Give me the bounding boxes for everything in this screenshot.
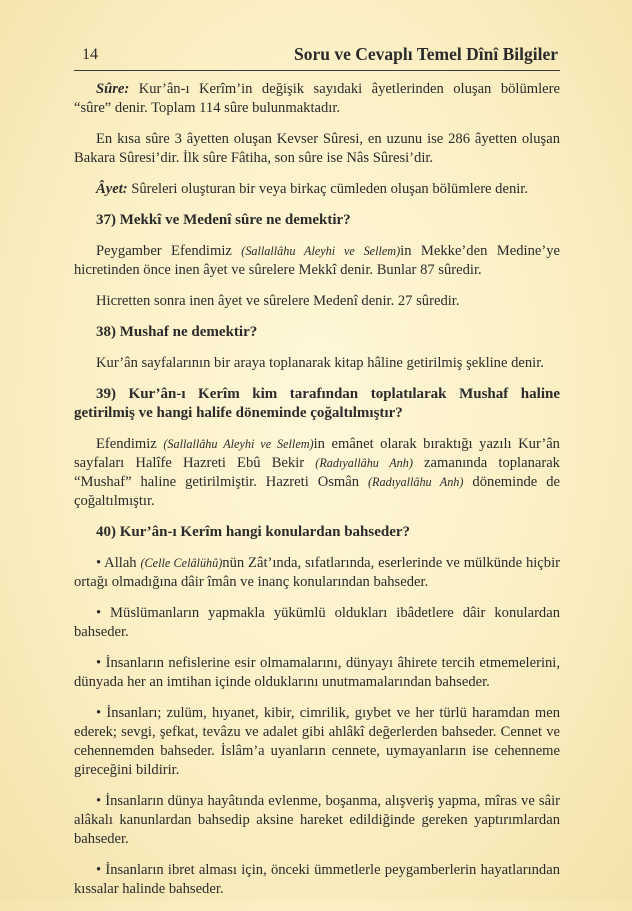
bullet-item: • İnsanları; zulüm, hıyanet, kibir, cimrilik, gıybet ve her türlü haramdan men ederek; sevgi, şefkat, tevâzu ve adalet gibi ahlâkî değerlerden bahseder. Cennet ve cehennemden bahseder. İslâm’a uyanların cennete, uymayanların ise cehenneme gireceğini bildirir. — [74, 705, 560, 778]
bullet-item — [74, 554, 560, 592]
question-40: 40) Kur’ân-ı Kerîm hangi konulardan bahseder? — [96, 524, 411, 540]
prayer-formula: (Sallallâhu Aleyhi ve Sellem) — [163, 437, 314, 451]
bullet-item: • Müslümanların yapmakla yükümlü oldukları ibâdetlere dâir konulardan bahseder. — [74, 605, 560, 640]
prayer-formula: (Celle Celâlühû) — [140, 556, 223, 570]
answer-38: Kur’ân sayfalarının bir araya toplanarak kitap hâline getirilmiş şekline denir. — [96, 355, 544, 371]
ayet-definition-text: Sûreleri oluşturan bir veya birkaç cümleden oluşan bölümlere denir. — [131, 181, 529, 197]
sure-definition — [74, 80, 560, 118]
answer-39-text-cont2: zamanında toplanarak “Mushaf” haline getirilmiştir. Hazreti Osmân — [74, 455, 560, 490]
page-number: 14 — [82, 46, 98, 63]
bullet-item: • İnsanların ibret alması için, önceki ümmetlerle peygamberlerin hayatlarından kıssalar halinde bahseder. — [74, 862, 560, 897]
page-content — [74, 80, 560, 911]
sure-definition-text: Kur’ân-ı Kerîm’in değişik sayıdaki âyetlerinden oluşan bölümlere “sûre” denir. Toplam 114 sûre bulunmaktadır. — [74, 81, 560, 116]
prayer-formula: (Sallallâhu Aleyhi ve Sellem) — [241, 244, 401, 258]
question-37: 37) Mekkî ve Medenî sûre ne demektir? — [96, 212, 351, 228]
answer-39-text-end: döneminde de çoğaltılmıştır. — [74, 474, 560, 509]
shortest-longest-sure: En kısa sûre 3 âyetten oluşan Kevser Sûresi, en uzunu ise 286 âyetten oluşan Bakara Sûresi’dir. İlk sûre Fâtiha, son sûre ise Nâs Sûresi’dir. — [74, 131, 560, 166]
answer-37-text: Peygamber Efendimiz — [96, 243, 242, 259]
answer-39 — [74, 435, 560, 511]
ayet-definition — [74, 180, 560, 199]
bullet-text-cont: nün Zât’ında, sıfatlarında, eserlerinde ve mülkünde hiçbir ortağı olmadığına dâir îmân ve inanç konularından bahseder. — [74, 555, 560, 590]
running-title: Soru ve Cevaplı Temel Dînî Bilgiler — [294, 44, 558, 64]
answer-37 — [74, 242, 560, 280]
sure-term: Sûre: — [96, 81, 130, 97]
bullet-item: • İnsanların nefislerine esir olmamalarını, dünyayı âhirete tercih etmemelerini, dünyada her an imtihan içinde olduklarını unutmamalarından bahseder. — [74, 655, 560, 690]
question-38: 38) Mushaf ne demektir? — [96, 324, 258, 340]
prayer-formula: (Radıyallâhu Anh) — [368, 475, 464, 489]
answer-39-text: Efendimiz — [96, 436, 164, 452]
question-39: 39) Kur’ân-ı Kerîm kim tarafından toplatılarak Mushaf haline getirilmiş ve hangi halife döneminde çoğaltılmıştır? — [74, 386, 560, 421]
answer-37-text-cont: in Mekke’den Medine’ye hicretinden önce inen âyet ve sûrelere Mekkî denir. Bunlar 87 sûredir. — [74, 243, 560, 278]
answer-37-medeni: Hicretten sonra inen âyet ve sûrelere Medenî denir. 27 sûredir. — [96, 293, 460, 309]
ayet-term: Âyet: — [96, 181, 128, 197]
bullet-item: • İnsanların dünya hayâtında evlenme, boşanma, alışveriş yapma, mîras ve sâir alâkalı kanunlardan bahsedip aksine hareket edildiğinde gereken yaptırımlardan bahseder. — [74, 793, 560, 847]
bullet-text: • Allah — [96, 555, 141, 571]
answer-39-text-cont: in emânet olarak bıraktığı yazılı Kur’ân sayfaları Halîfe Hazreti Ebû Bekir — [74, 436, 560, 471]
prayer-formula: (Radıyallâhu Anh) — [315, 456, 413, 470]
page-header — [74, 44, 560, 71]
